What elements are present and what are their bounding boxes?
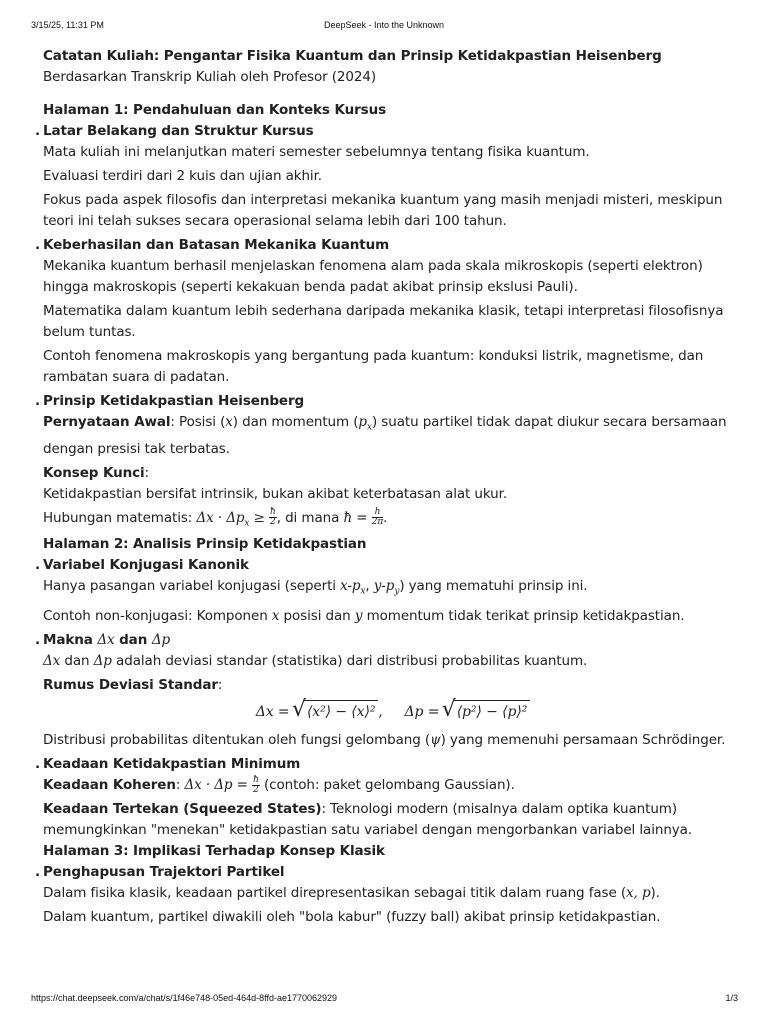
bold-label: Keadaan Koheren: [43, 777, 176, 794]
paragraph: Mata kuliah ini melanjutkan materi semester sebelumnya tentang fisika kuantum.: [43, 144, 590, 160]
math-symbol: x: [225, 414, 233, 430]
page3-heading: Halaman 3: Implikasi Terhadap Konsep Klasik: [43, 843, 385, 860]
bullet-marker: .: [35, 864, 41, 881]
print-footer: [0, 993, 768, 1007]
math-symbol: ψ: [430, 732, 441, 749]
text-run: ,: [365, 578, 374, 595]
section-heading: [35, 754, 743, 775]
sqrt-radicand: ⟨p²⟩ − ⟨p⟩²: [454, 700, 531, 723]
math-symbol: Δp: [93, 653, 112, 670]
text-run: :: [144, 464, 149, 481]
section-title: Penghapusan Trajektori Partikel: [43, 864, 285, 881]
paragraph: [43, 508, 743, 535]
bold-label: Pernyataan Awal: [43, 414, 171, 430]
math-symbol: Δx: [43, 653, 61, 670]
math-symbol: p: [358, 414, 367, 430]
page2-heading: Halaman 2: Analisis Prinsip Ketidakpastian: [43, 536, 367, 553]
math-fraction: [252, 776, 260, 795]
sqrt-radicand: ⟨x²⟩ − ⟨x⟩²: [304, 700, 378, 723]
equation-separator: ,: [378, 704, 383, 721]
section-heading: [35, 862, 743, 883]
paragraph: Matematika dalam kuantum lebih sederhana daripada mekanika klasik, tetapi interpretasi filosofisnya belum tuntas.: [43, 303, 724, 340]
section-title: dan: [114, 632, 152, 649]
paragraph: [43, 730, 743, 751]
section-heading: [35, 391, 743, 412]
document-body: [35, 46, 743, 931]
section-heading: [35, 555, 743, 576]
text-run: ) dan momentum (: [232, 414, 359, 430]
bold-label: Rumus Deviasi Standar: [43, 677, 218, 694]
print-datetime: 3/15/25, 11:31 PM: [31, 20, 104, 30]
text-run: ) suatu partikel tidak dapat diukur secara bersamaan dengan presisi tak terbatas.: [43, 414, 727, 457]
paragraph: [43, 675, 743, 696]
paragraph: [43, 412, 743, 460]
section-title: Latar Belakang dan Struktur Kursus: [43, 123, 314, 139]
text-run: : Posisi (: [170, 414, 226, 430]
page1-heading: Halaman 1: Pendahuluan dan Konteks Kursus: [43, 102, 387, 118]
text-run: Hubungan matematis:: [43, 509, 197, 526]
text-run: :: [217, 677, 223, 694]
bullet-marker: .: [35, 632, 41, 649]
math-subscript: x: [360, 587, 366, 598]
document-subtitle: Berdasarkan Transkrip Kuliah oleh Profesor (2024): [43, 69, 377, 85]
text-run: , di mana: [276, 509, 344, 526]
text-run: Contoh non-konjugasi: Komponen: [43, 608, 272, 625]
paragraph: [43, 576, 743, 603]
math-symbol: x: [271, 608, 280, 625]
math-symbol: x-p: [340, 578, 361, 595]
section-heading: [35, 630, 743, 651]
paragraph: Dalam kuantum, partikel diwakili oleh "bola kabur" (fuzzy ball) akibat prinsip ketidakpastian.: [43, 909, 661, 926]
bullet-marker: .: [35, 123, 41, 139]
text-run: .: [383, 509, 388, 526]
math-symbol: Δp: [151, 632, 171, 649]
text-run: posisi dan: [279, 608, 355, 625]
math-symbol: ħ: [343, 509, 353, 526]
paragraph: [43, 883, 743, 904]
bullet-marker: .: [35, 393, 41, 409]
math-symbol: x, p: [626, 885, 651, 902]
section-title: Keberhasilan dan Batasan Mekanika Kuantum: [43, 237, 390, 253]
equation-lhs: Δx =: [255, 704, 290, 721]
section-title: Variabel Konjugasi Kanonik: [43, 557, 249, 574]
bullet-marker: .: [35, 756, 41, 773]
paragraph: [43, 463, 743, 484]
math-symbol: Δx: [97, 632, 115, 649]
math-operator: ≥: [253, 509, 265, 526]
text-run: ) yang mematuhi prinsip ini.: [399, 578, 588, 595]
math-fraction: [372, 508, 383, 527]
text-run: dan: [60, 653, 94, 670]
fraction-denominator: 2: [253, 784, 259, 795]
text-run: :: [175, 777, 181, 794]
math-subscript-wrap: [244, 510, 250, 529]
paragraph: Fokus pada aspek filosofis dan interpretasi mekanika kuantum yang masih menjadi misteri, meskipun teori ini telah sukses secara operasional selama lebih dari 100 tahun.: [43, 192, 723, 229]
math-subscript: y: [394, 587, 400, 598]
document-title: Catatan Kuliah: Pengantar Fisika Kuantum dan Prinsip Ketidakpastian Heisenberg: [43, 48, 662, 64]
paragraph: [43, 651, 743, 672]
text-run: ).: [650, 885, 660, 902]
text-run: ) yang memenuhi persamaan Schrödinger.: [440, 732, 726, 749]
paragraph: [43, 606, 743, 627]
fraction-numerator: ħ: [253, 774, 259, 785]
text-run: Dalam fisika klasik, keadaan partikel direpresentasikan sebagai titik dalam ruang fase (: [43, 885, 627, 902]
text-run: Distribusi probabilitas ditentukan oleh fungsi gelombang (: [43, 732, 431, 749]
paragraph: Ketidakpastian bersifat intrinsik, bukan akibat keterbatasan alat ukur.: [43, 485, 508, 502]
bullet-marker: .: [35, 237, 41, 253]
math-symbol: y-p: [373, 578, 395, 595]
math-relation: Δx · Δp: [196, 509, 245, 526]
sqrt: [444, 698, 531, 726]
math-relation: Δx · Δp =: [184, 777, 248, 794]
text-run: : Teknologi modern (misalnya dalam optika kuantum) memungkinkan "menekan" ketidakpastian satu variabel dengan mengorbankan variabel lainnya.: [43, 801, 693, 839]
equation-lhs: Δp =: [404, 704, 440, 721]
math-fraction: [269, 508, 277, 527]
math-operator: =: [356, 509, 368, 526]
text-run: Hanya pasangan variabel konjugasi (seperti: [43, 578, 341, 595]
fraction-numerator: h: [372, 508, 383, 518]
fraction-numerator: ħ: [270, 507, 276, 518]
paragraph: Evaluasi terdiri dari 2 kuis dan ujian akhir.: [43, 168, 322, 184]
bold-label: Konsep Kunci: [43, 464, 145, 481]
print-page-title: DeepSeek - Into the Unknown: [323, 20, 445, 30]
bold-label: Keadaan Tertekan (Squeezed States): [43, 801, 322, 818]
sqrt: [294, 698, 378, 726]
standard-deviation-equation: [43, 698, 743, 726]
section-heading: [35, 235, 743, 256]
print-page-number: 1/3: [725, 993, 738, 1003]
section-heading: [35, 121, 743, 142]
fraction-denominator: 2: [270, 517, 276, 528]
paragraph: [43, 799, 743, 841]
text-run: momentum tidak terikat prinsip ketidakpastian.: [362, 608, 685, 625]
fraction-denominator: 2π: [371, 517, 384, 528]
paragraph: [43, 775, 743, 796]
paragraph: Contoh fenomena makroskopis yang bergantung pada kuantum: konduksi listrik, magnetisme, dan rambatan suara di padatan.: [43, 348, 704, 385]
section-title: Prinsip Ketidakpastian Heisenberg: [43, 393, 305, 409]
section-title: Keadaan Ketidakpastian Minimum: [43, 756, 301, 773]
text-run: adalah deviasi standar (statistika) dari distribusi probabilitas kuantum.: [111, 653, 588, 670]
math-subscript: x: [244, 518, 250, 529]
paragraph: Mekanika kuantum berhasil menjelaskan fenomena alam pada skala mikroskopis (seperti elektron) hingga makroskopis (seperti kekakuan benda padat akibat prinsip ekslusi Pauli).: [43, 258, 703, 295]
section-title: Makna: [43, 632, 98, 649]
math-subscript: x: [366, 422, 372, 433]
print-url: https://chat.deepseek.com/a/chat/s/1f46e748-05ed-464d-8ffd-ae1770062929: [31, 993, 338, 1003]
math-symbol: y: [354, 608, 363, 625]
text-run: (contoh: paket gelombang Gaussian).: [259, 777, 515, 794]
bullet-marker: .: [35, 557, 41, 574]
print-header: [0, 20, 768, 34]
